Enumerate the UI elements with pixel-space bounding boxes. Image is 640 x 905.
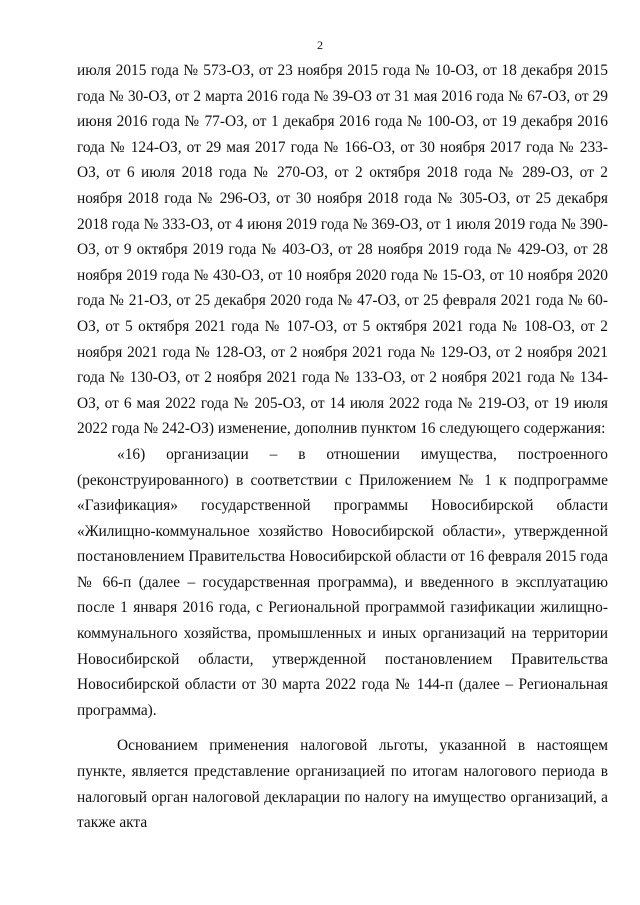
paragraph-amendment-list: июля 2015 года № 573-ОЗ, от 23 ноября 2015 года № 10-ОЗ, от 18 декабря 2015 года № 30-ОЗ, от 2 марта 2016 года № 39-ОЗ от 31 мая 2016 года № 67-ОЗ, от 29 июня 2016 года № 77-ОЗ, от 1 декабря 2016 года № 100-ОЗ, от 19 декабря 2016 года № 124-ОЗ, от 29 мая 2017 года № 166-ОЗ, от 30 ноября 2017 года № 233-ОЗ, от 6 июля 2018 года № 270-ОЗ, от 2 октября 2018 года № 289-ОЗ, от 2 ноября 2018 года № 296-ОЗ, от 30 ноября 2018 года № 305-ОЗ, от 25 декабря 2018 года № 333-ОЗ, от 4 июня 2019 года № 369-ОЗ, от 1 июля 2019 года № 390-ОЗ, от 9 октября 2019 года № 403-ОЗ, от 28 ноября 2019 года № 429-ОЗ, от 28 ноября 2019 года № 430-ОЗ, от 10 ноября 2020 года № 15-ОЗ, от 10 ноября 2020 года № 21-ОЗ, от 25 декабря 2020 года № 47-ОЗ, от 25 февраля 2021 года № 60-ОЗ, от 5 октября 2021 года № 107-ОЗ, от 5 октября 2021 года № 108-ОЗ, от 2 ноября 2021 года № 128-ОЗ, от 2 ноября 2021 года № 129-ОЗ, от 2 ноября 2021 года № 130-ОЗ, от 2 ноября 2021 года № 133-ОЗ, от 2 ноября 2021 года № 134-ОЗ, от 6 мая 2022 года № 205-ОЗ, от 14 июля 2022 года № 219-ОЗ, от 19 июля 2022 года № 242-ОЗ) изменение, дополнив пунктом 16 следующего содержания: (77, 62, 608, 438)
paragraph-basis: Основанием применения налоговой льготы, указанной в настоящем пункте, является представление организацией по итогам налогового периода в налоговый орган налоговой декларации по налогу на имущество организаций, а также акта (77, 737, 608, 832)
document-body (77, 58, 608, 836)
page-number: 2 (317, 38, 323, 52)
paragraph-clause-16: «16) организации – в отношении имущества, построенного (реконструированного) в соответствии с Приложением № 1 к подпрограмме «Газификация» государственной программы Новосибирской области «Жилищно-коммунальное хозяйство Новосибирской области», утвержденной постановлением Правительства Новосибирской области от 16 февраля 2015 года № 66-п (далее – государственная программа), и введенного в эксплуатацию после 1 января 2016 года, с Региональной программой газификации жилищно-коммунального хозяйства, промышленных и иных организаций на территории Новосибирской области, утвержденной постановлением Правительства Новосибирской области от 30 марта 2022 года № 144-п (далее – Региональная программа). (77, 445, 608, 719)
